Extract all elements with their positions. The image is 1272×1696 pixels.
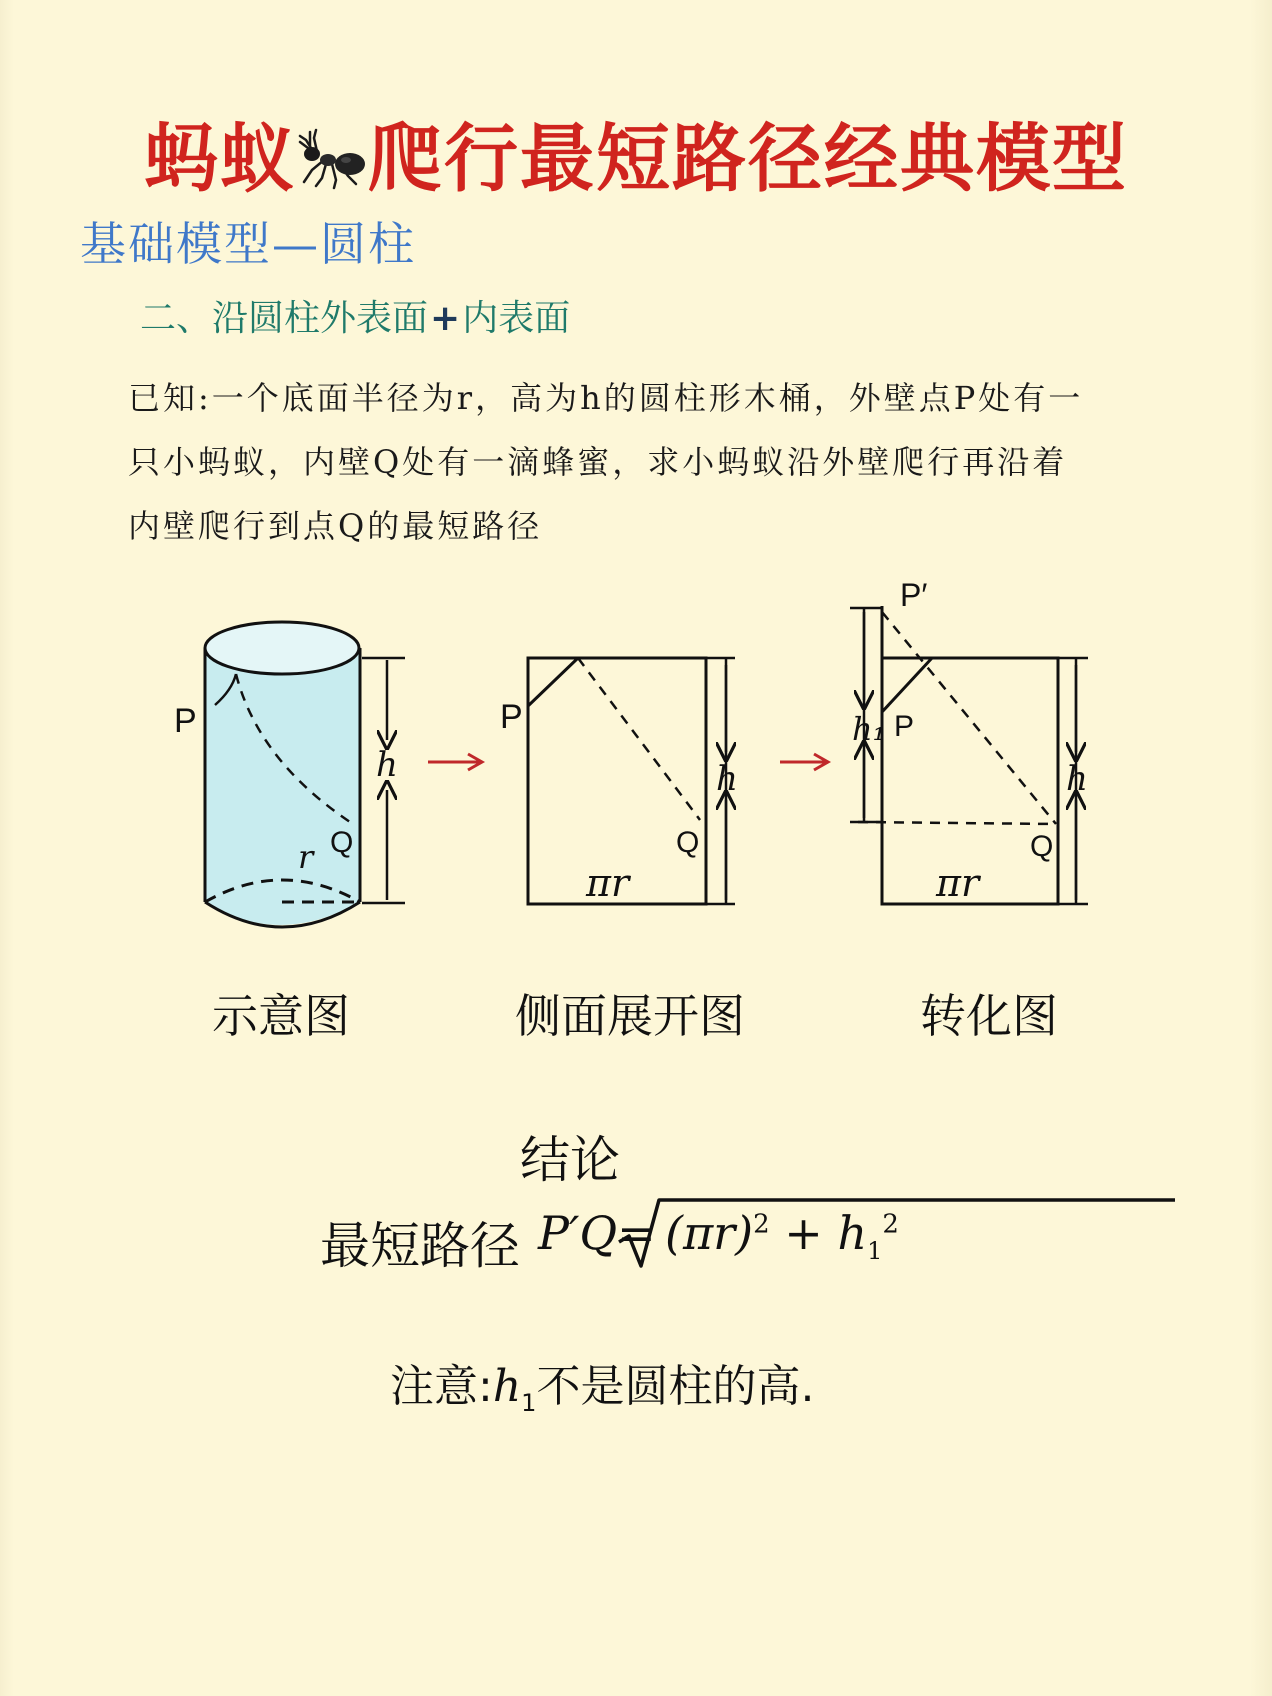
radicand-exponent-1: 2 (753, 1209, 770, 1240)
fig3-label-q: Q (1030, 830, 1054, 863)
section-heading (140, 290, 570, 341)
radicand-plus-h: + h (769, 1206, 868, 1260)
fig2-label-base: πr (586, 861, 630, 905)
formula-radicand (665, 1206, 899, 1265)
plus-icon: + (430, 298, 461, 339)
note-suffix: 不是圆柱的高. (536, 1361, 815, 1412)
fig1-label-r: r (298, 838, 314, 876)
ant-icon (296, 126, 368, 190)
title-part-2: 爬行最短路径经典模型 (368, 116, 1128, 202)
radicand-exponent-2: 2 (882, 1209, 899, 1240)
fig3-label-p: P (894, 710, 915, 743)
fig3-label-base: πr (936, 861, 980, 905)
transform-arrow-2 (780, 754, 828, 770)
fig1-label-q: Q (330, 826, 354, 859)
fig3-label-p-prime: P′ (900, 580, 928, 613)
fig2-label-q: Q (676, 826, 700, 859)
figures-diagram (0, 580, 1272, 980)
formula-lhs: P′Q= (538, 1206, 656, 1260)
figure-2-unfolded (500, 658, 738, 905)
problem-statement: 已知:一个底面半径为r，高为h的圆柱形木桶，外壁点P处有一只小蚂蚁，内壁Q处有一滴蜂蜜，求小蚂蚁沿外壁爬行再沿着内壁爬行到点Q的最短路径 (128, 379, 1084, 545)
note-line (390, 1350, 814, 1417)
note-prefix: 注意: (390, 1361, 493, 1412)
figure-1-cylinder (174, 622, 405, 927)
formula-label: 最短路径 (320, 1217, 520, 1275)
title-part-1: 蚂蚁 (144, 116, 296, 202)
conclusion-heading: 结论 (520, 1131, 620, 1189)
radicand-term-1: (πr) (665, 1206, 754, 1260)
model-subtitle: 基础模型—圆柱 (80, 217, 416, 271)
fig3-label-h1: h₁ (852, 710, 886, 748)
fig2-label-h: h (716, 759, 738, 799)
cylinder-top-ellipse (205, 622, 359, 674)
radicand-subscript: 1 (867, 1237, 883, 1266)
caption-transformed: 转化图 (920, 989, 1058, 1043)
section-label-part-1: 二、沿圆柱外表面 (140, 298, 429, 339)
fig1-label-h: h (376, 745, 398, 785)
transform-arrow-1 (428, 754, 482, 770)
page-title (0, 100, 1272, 206)
section-label-part-2: 内表面 (462, 298, 571, 339)
caption-schematic: 示意图 (212, 989, 350, 1043)
figure-3-transformed (850, 580, 1088, 905)
caption-unfolded: 侧面展开图 (515, 989, 745, 1043)
note-variable: h (492, 1361, 522, 1412)
fig1-label-p: P (174, 702, 197, 740)
fig2-label-p: P (500, 698, 523, 736)
note-subscript: 1 (521, 1388, 537, 1417)
fig3-label-h: h (1066, 759, 1088, 799)
